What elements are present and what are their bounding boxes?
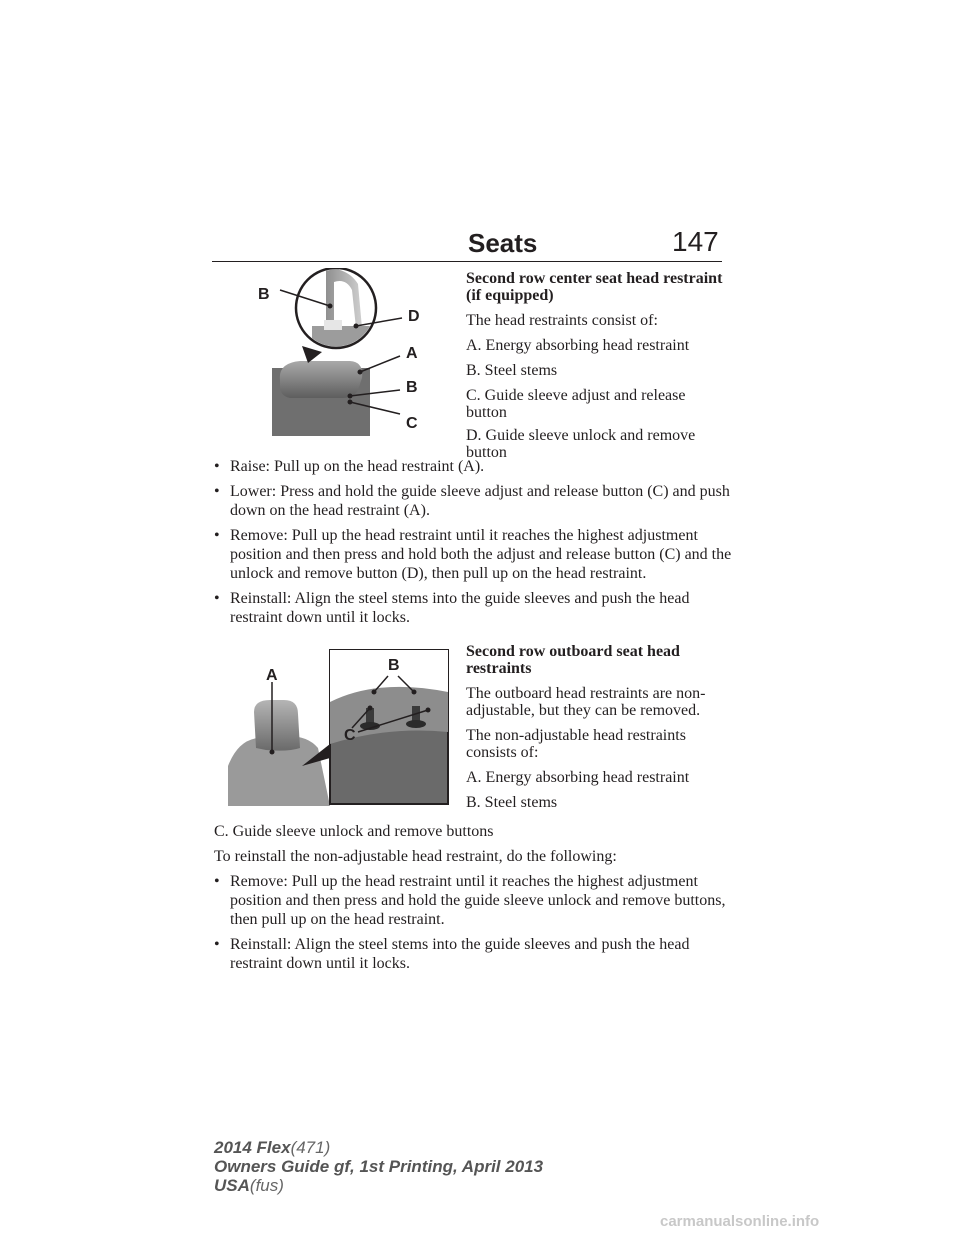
watermark: carmanualsonline.info: [660, 1213, 820, 1230]
outboard-restraint-text: [466, 643, 726, 811]
section-title: Seats: [468, 228, 538, 258]
footer-market: USA: [214, 1176, 250, 1195]
part-a: A. Energy absorbing head restraint: [466, 769, 690, 786]
center-restraint-text: [466, 270, 726, 461]
list-item: • Reinstall: Align the steel stems into the guide sleeves and push the head restraint down until it locks.: [214, 936, 690, 972]
center-restraint-steps: [214, 457, 734, 627]
list-item: • Remove: Pull up the head restraint until it reaches the highest adjustment position and then press and hold both the adjust and release button (C) and the unlock and remove button (D), then pull up on the head restraint.: [214, 527, 732, 582]
footer-market-code: (fus): [249, 1176, 284, 1195]
list-item: • Reinstall: Align the steel stems into the guide sleeves and push the head restraint down until it locks.: [214, 590, 690, 626]
page-number: 147: [672, 226, 719, 257]
callout-a: A: [406, 345, 418, 362]
outboard-restraint-para2: The non-adjustable head restraints consists of:: [466, 727, 686, 761]
outboard-restraint-para1: The outboard head restraints are non-adjustable, but they can be removed.: [466, 685, 706, 719]
footer-model: 2014 Flex: [214, 1138, 291, 1157]
center-restraint-heading: Second row center seat head restraint (if equipped): [466, 270, 723, 304]
bullet: •: [214, 873, 220, 890]
callout-b: B: [406, 379, 418, 396]
bullet: •: [214, 936, 220, 953]
outboard-restraint-steps: [214, 822, 734, 973]
callout-c: C: [344, 727, 356, 744]
list-item: • Remove: Pull up the head restraint until it reaches the highest adjustment position and then press and hold the guide sleeve unlock and remove buttons, then pull up on the head restraint.: [214, 873, 726, 928]
bullet: •: [214, 458, 220, 475]
part-b: B. Steel stems: [466, 362, 558, 379]
center-head-restraint-illustration: [250, 268, 455, 440]
list-item: • Lower: Press and hold the guide sleeve adjust and release button (C) and push down on the head restraint (A).: [214, 483, 730, 519]
callout-a: A: [266, 667, 278, 684]
reinstall-instruction: To reinstall the non-adjustable head restraint, do the following:: [214, 848, 617, 865]
callout-b-top: B: [258, 286, 270, 303]
part-a: A. Energy absorbing head restraint: [466, 337, 690, 354]
part-d: D. Guide sleeve unlock and remove button: [466, 427, 696, 461]
callout-c: C: [406, 415, 418, 432]
list-item: • Raise: Pull up on the head restraint (A).: [214, 458, 485, 475]
bullet: •: [214, 483, 220, 500]
print-footer: [214, 1138, 543, 1195]
part-c: C. Guide sleeve unlock and remove buttons: [214, 823, 494, 840]
part-c: C. Guide sleeve adjust and release button: [466, 387, 686, 421]
bullet: •: [214, 527, 220, 544]
outboard-head-restraint-illustration: [218, 648, 450, 806]
center-restraint-intro: The head restraints consist of:: [466, 312, 658, 329]
callout-b: B: [388, 657, 400, 674]
part-b: B. Steel stems: [466, 794, 558, 811]
callout-d: D: [408, 308, 420, 325]
bullet: •: [214, 590, 220, 607]
header-rule: [212, 261, 722, 262]
outboard-restraint-heading: Second row outboard seat head restraints: [466, 643, 680, 677]
footer-guide: Owners Guide gf, 1st Printing, April 2013: [214, 1157, 544, 1176]
footer-model-code: (471): [290, 1138, 331, 1157]
